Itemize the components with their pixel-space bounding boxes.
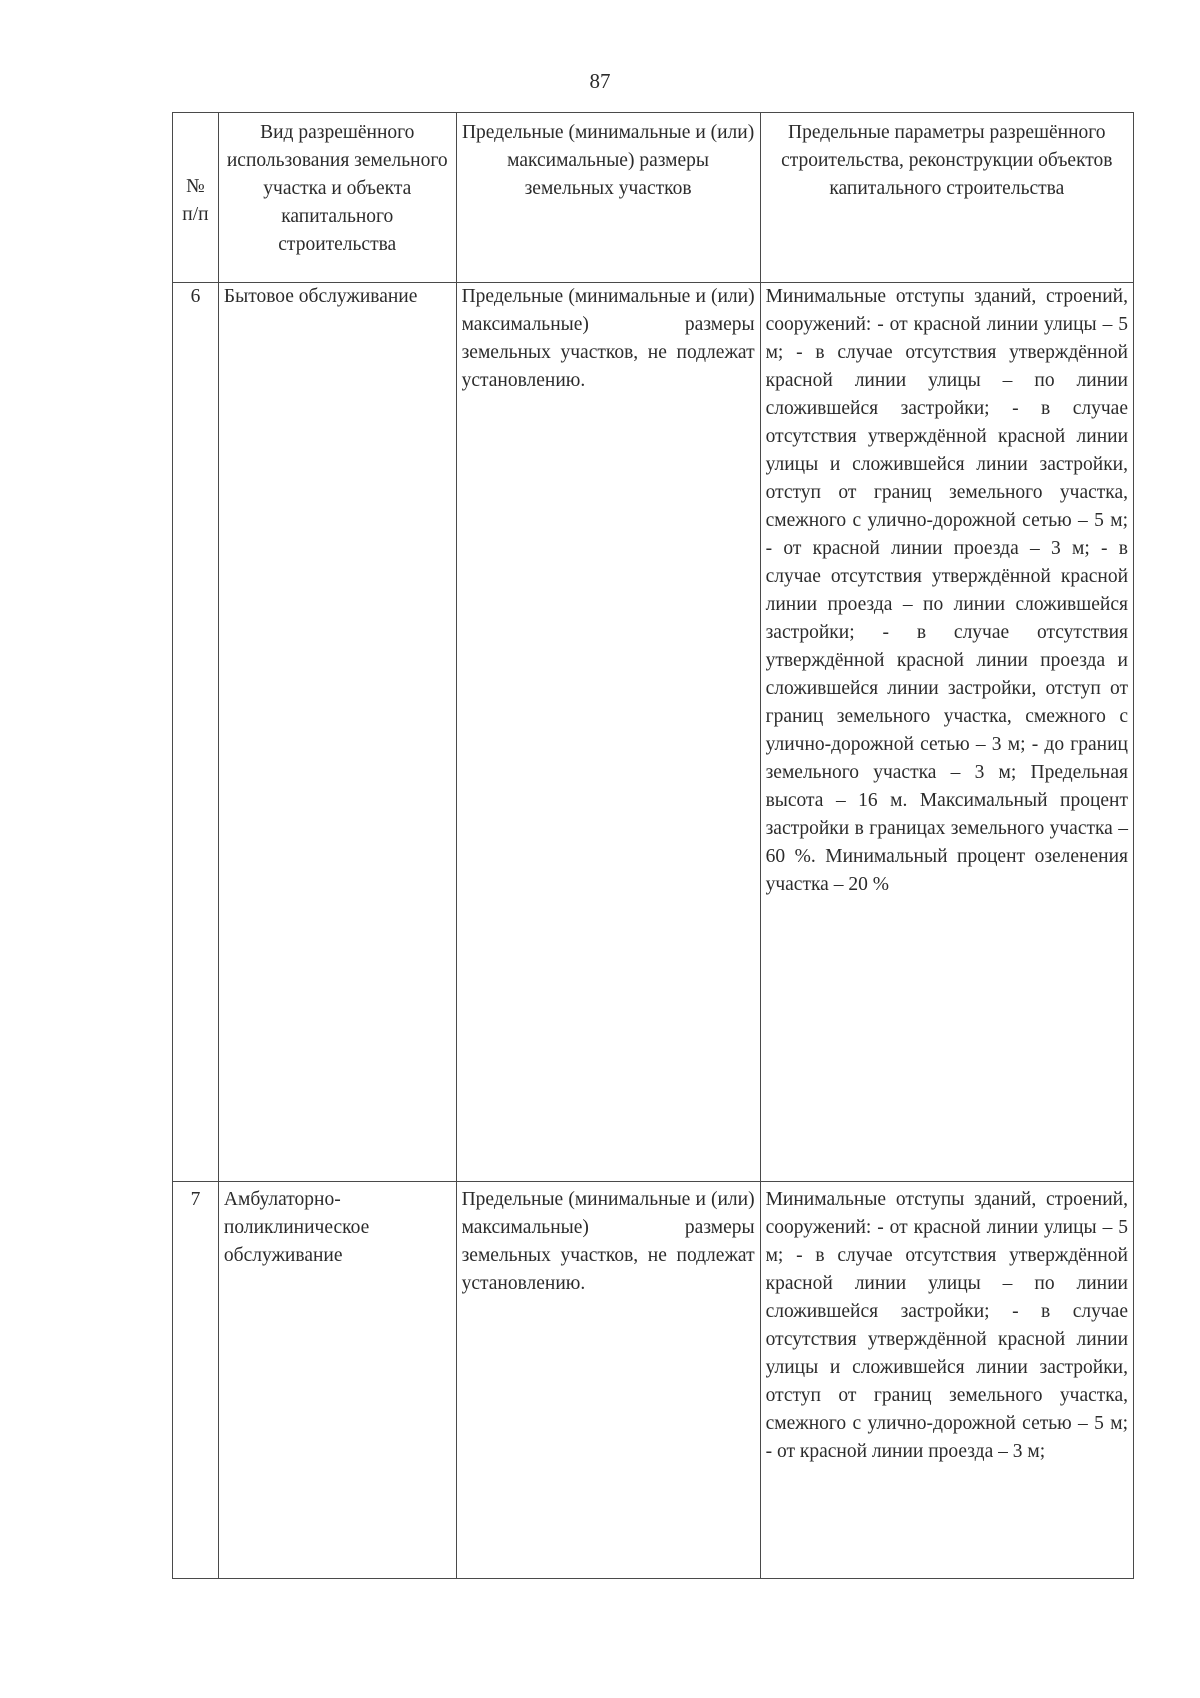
row-use-type: Амбулаторно-поликлиническое обслуживание bbox=[218, 1182, 456, 1579]
header-number: № п/п bbox=[173, 113, 219, 283]
row-number: 7 bbox=[173, 1182, 219, 1579]
row-build-params: Минимальные отступы зданий, строений, сооружений: - от красной линии улицы – 5 м; - в случае отсутствия утверждённой красной линии улицы – по линии сложившейся застройки; - в случае отсутствия утверждённой красной линии улицы и сложившейся линии застройки, отступ от границ земельного участка, смежного с улично-дорожной сетью – 5 м; - от красной линии проезда – 3 м; bbox=[760, 1182, 1133, 1579]
zoning-parameters-table bbox=[172, 112, 1134, 1579]
row-number: 6 bbox=[173, 283, 219, 1182]
row-plot-sizes: Предельные (минимальные и (или) максимальные) размеры земельных участков, не подлежат установлению. bbox=[456, 1182, 760, 1579]
header-plot-sizes: Предельные (минимальные и (или) максимальные) размеры земельных участков bbox=[456, 113, 760, 283]
table-row bbox=[173, 1182, 1134, 1579]
table-row bbox=[173, 283, 1134, 1182]
page-number: 87 bbox=[589, 69, 611, 93]
header-use-type: Вид разрешённого использования земельного участка и объекта капитального строительства bbox=[218, 113, 456, 283]
header-build-params: Предельные параметры разрешённого строительства, реконструкции объектов капитального строительства bbox=[760, 113, 1133, 283]
row-build-params: Минимальные отступы зданий, строений, сооружений: - от красной линии улицы – 5 м; - в случае отсутствия утверждённой красной линии улицы – по линии сложившейся застройки; - в случае отсутствия утверждённой красной линии улицы и сложившейся линии застройки, отступ от границ земельного участка, смежного с улично-дорожной сетью – 5 м; - от красной линии проезда – 3 м; - в случае отсутствия утверждённой красной линии проезда – по линии сложившейся застройки; - в случае отсутствия утверждённой красной линии проезда и сложившейся линии застройки, отступ от границ земельного участка, смежного с улично-дорожной сетью – 3 м; - до границ земельного участка – 3 м; Предельная высота – 16 м. Максимальный процент застройки в границах земельного участка – 60 %. Минимальный процент озеленения участка – 20 % bbox=[760, 283, 1133, 1182]
row-plot-sizes: Предельные (минимальные и (или) максимальные) размеры земельных участков, не подлежат установлению. bbox=[456, 283, 760, 1182]
row-use-type: Бытовое обслуживание bbox=[218, 283, 456, 1182]
table-header-row bbox=[173, 113, 1134, 283]
